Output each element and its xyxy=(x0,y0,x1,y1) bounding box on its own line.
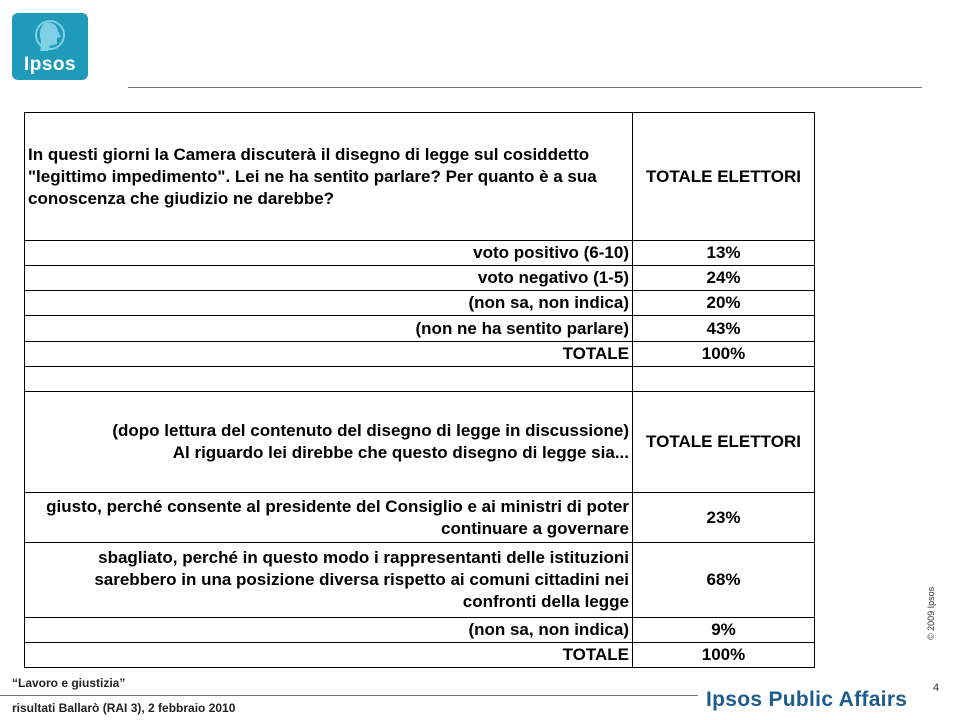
table-row xyxy=(25,316,815,342)
row-value: 68% xyxy=(633,543,815,618)
table-row xyxy=(25,618,815,643)
spacer-cell xyxy=(633,367,815,392)
table2-question xyxy=(25,392,633,493)
row-value: 9% xyxy=(633,618,815,643)
footer-divider xyxy=(0,695,698,696)
table-row xyxy=(25,493,815,543)
row-label: sbagliato, perché in questo modo i rappresentanti delle istituzioni sarebbero in una posizione diversa rispetto ai comuni cittadini nei confronti della legge xyxy=(25,543,633,618)
table1-header-row xyxy=(25,113,815,241)
ipsos-logo xyxy=(12,13,88,80)
table2-question-line1: (dopo lettura del contenuto del disegno di legge in discussione) xyxy=(112,421,629,440)
table-row xyxy=(25,241,815,266)
row-label: (non sa, non indica) xyxy=(25,618,633,643)
header-divider xyxy=(128,87,922,88)
row-label: voto negativo (1-5) xyxy=(25,266,633,291)
spacer-cell xyxy=(25,367,633,392)
row-label: (non sa, non indica) xyxy=(25,291,633,316)
table-row-total xyxy=(25,342,815,367)
table1-column-header: TOTALE ELETTORI xyxy=(633,113,815,241)
page-number: 4 xyxy=(933,682,940,694)
table2-column-header: TOTALE ELETTORI xyxy=(633,392,815,493)
logo-text: Ipsos xyxy=(23,54,77,75)
row-value: 13% xyxy=(633,241,815,266)
row-label: TOTALE xyxy=(25,643,633,668)
row-value: 100% xyxy=(633,643,815,668)
row-label: (non ne ha sentito parlare) xyxy=(25,316,633,342)
footer-title: “Lavoro e giustizia” xyxy=(12,676,126,690)
survey-table xyxy=(24,112,815,668)
row-value: 100% xyxy=(633,342,815,367)
row-value: 20% xyxy=(633,291,815,316)
table-row-total xyxy=(25,643,815,668)
row-label: TOTALE xyxy=(25,342,633,367)
row-value: 24% xyxy=(633,266,815,291)
row-label: voto positivo (6-10) xyxy=(25,241,633,266)
row-value: 23% xyxy=(633,493,815,543)
table-row xyxy=(25,543,815,618)
copyright-notice: © 2009 Ipsos xyxy=(926,586,936,640)
table-row xyxy=(25,291,815,316)
table2-question-line2: Al riguardo lei direbbe che questo disegno di legge sia... xyxy=(172,443,629,462)
footer-source: risultati Ballarò (RAI 3), 2 febbraio 2010 xyxy=(12,701,236,715)
table1-question: In questi giorni la Camera discuterà il disegno di legge sul cosiddetto "legittimo impedimento". Lei ne ha sentito parlare? Per quanto è a sua conoscenza che giudizio ne darebbe? xyxy=(25,113,633,241)
brand-name: Ipsos Public Affairs xyxy=(706,688,908,711)
row-label: giusto, perché consente al presidente del Consiglio e ai ministri di poter continuare a governare xyxy=(25,493,633,543)
table2-header-row xyxy=(25,392,815,493)
table-row xyxy=(25,266,815,291)
spacer-row xyxy=(25,367,815,392)
row-value: 43% xyxy=(633,316,815,342)
